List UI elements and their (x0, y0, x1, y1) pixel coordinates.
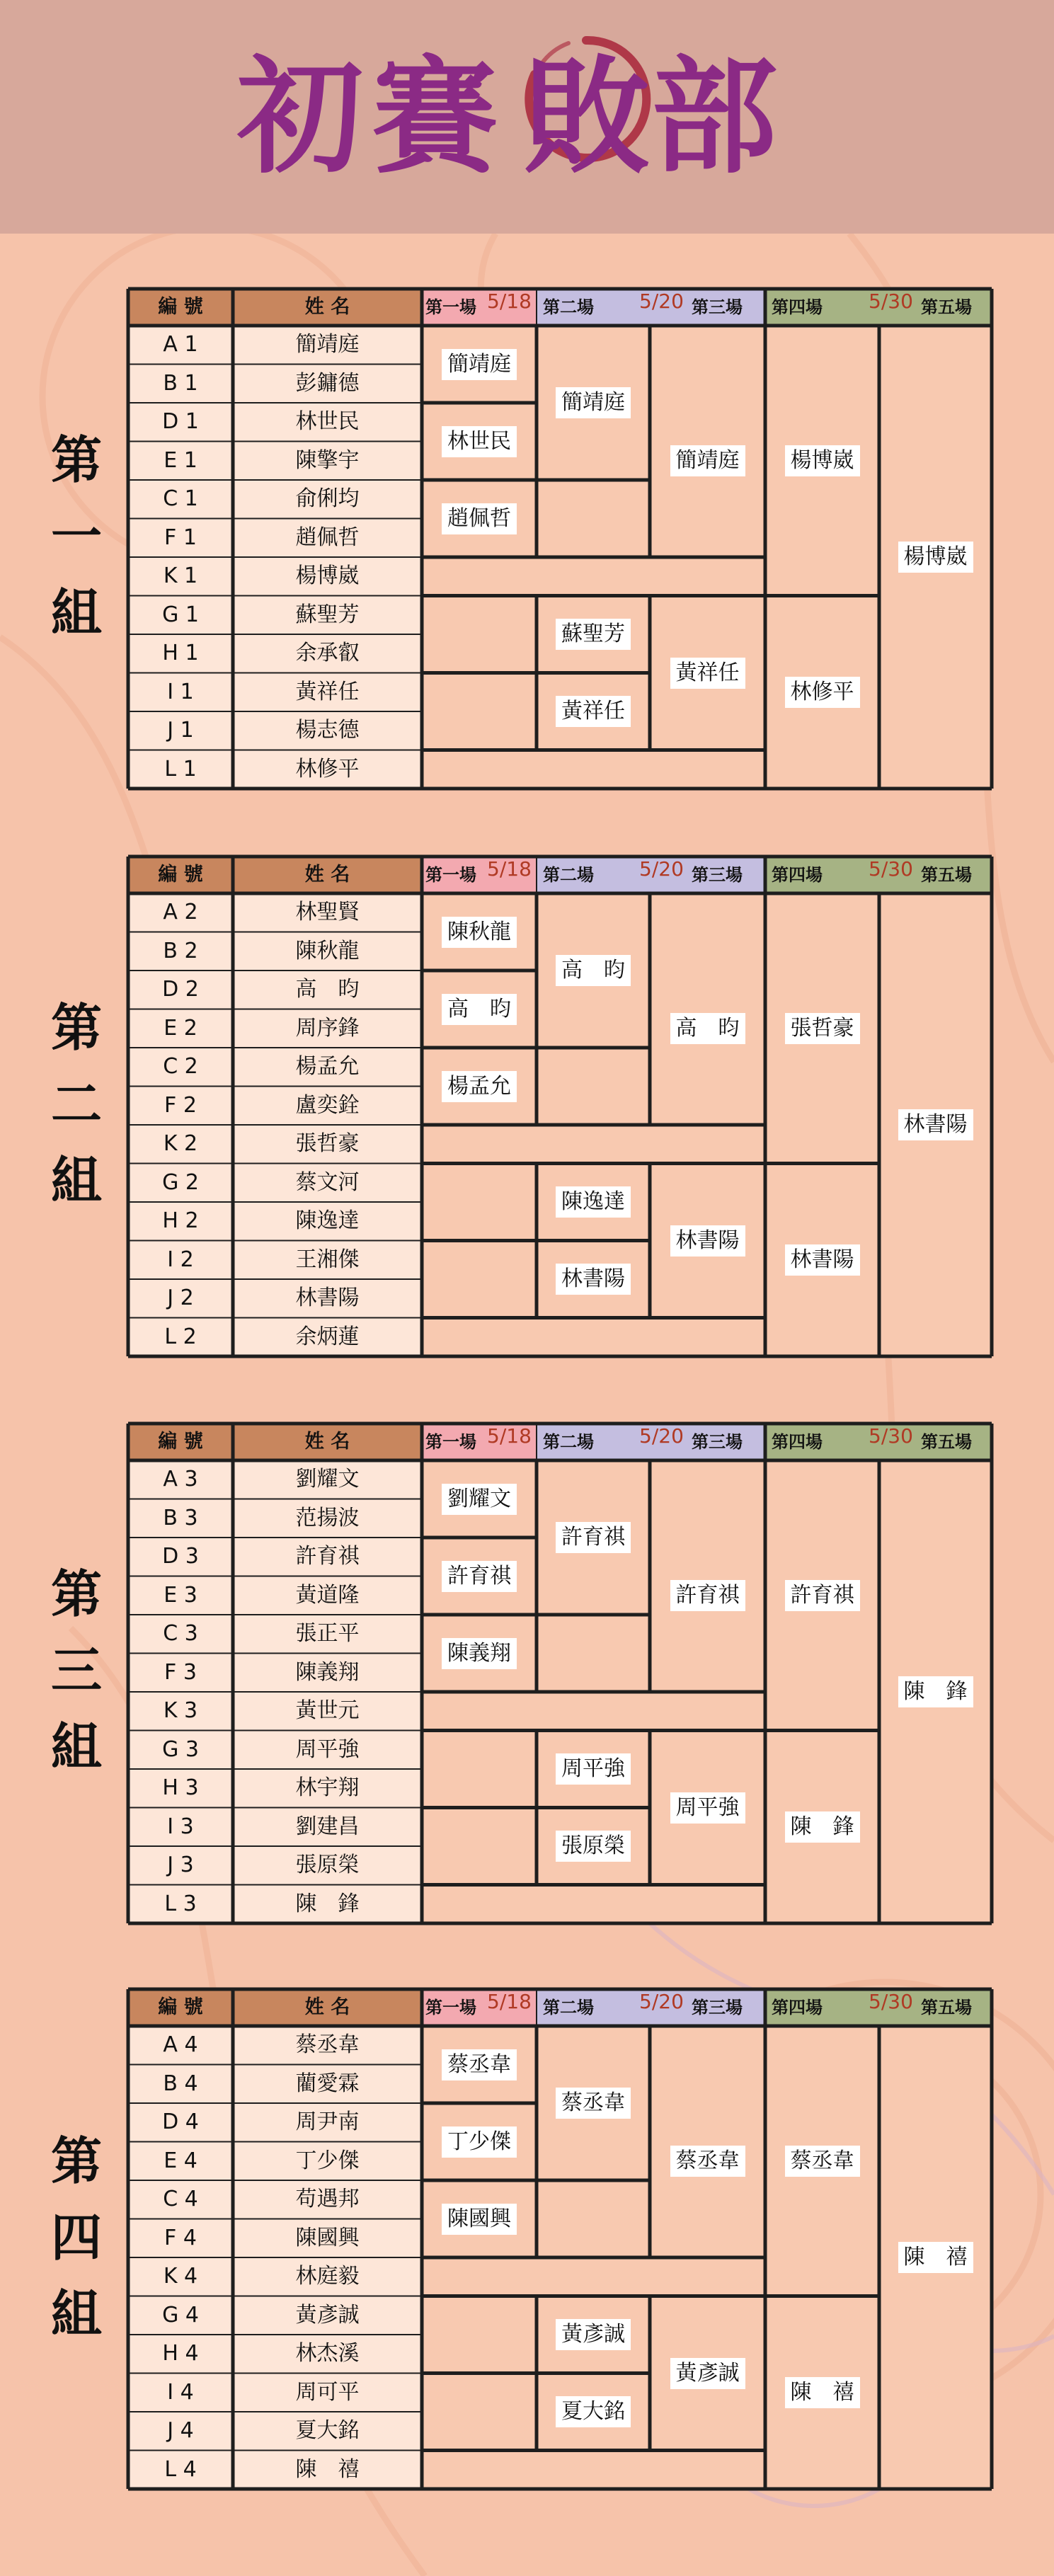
group-label-char: 二 (50, 1074, 102, 1134)
round1-winner: 許育祺 (442, 1561, 517, 1592)
player-name: 劉耀文 (295, 1467, 360, 1492)
player-code: B 1 (163, 370, 198, 396)
player-name: 周尹南 (295, 2110, 360, 2135)
header-code: 編 號 (158, 1431, 203, 1453)
header-code: 編 號 (158, 1996, 203, 2018)
player-code: A 3 (163, 1467, 198, 1492)
header-code: 編 號 (158, 296, 203, 318)
player-code: J 2 (167, 1286, 194, 1311)
player-name: 余炳蓮 (295, 1324, 360, 1349)
header-round4: 第四場 (772, 1998, 823, 2017)
round2-winner: 蔡丞韋 (556, 2088, 631, 2119)
header-round1-date: 5/18 (487, 290, 532, 313)
round2-winner: 林書陽 (556, 1264, 631, 1295)
round4-winner: 張哲豪 (785, 1013, 860, 1044)
round3-winner: 林書陽 (670, 1225, 745, 1256)
player-code: J 3 (167, 1853, 194, 1878)
player-code: G 1 (162, 602, 199, 627)
round1-winner: 林世民 (442, 426, 517, 457)
round3-winner: 黃彥誠 (670, 2358, 745, 2389)
player-code: F 1 (164, 525, 197, 550)
group-label-char: 組 (50, 1150, 102, 1210)
round1-winner: 陳義翔 (442, 1638, 517, 1669)
player-code: L 4 (164, 2456, 197, 2482)
player-code: C 1 (163, 486, 198, 512)
player-code: K 3 (163, 1698, 198, 1724)
round3-winner: 簡靖庭 (670, 445, 745, 476)
player-name: 黃祥任 (295, 679, 360, 704)
header-round4: 第四場 (772, 865, 823, 885)
player-code: B 4 (163, 2071, 198, 2096)
round1-winner: 陳秋龍 (442, 917, 517, 948)
header-round4: 第四場 (772, 1432, 823, 1452)
player-code: I 1 (167, 679, 194, 704)
player-name: 彭鏞德 (295, 370, 360, 396)
round2-winner: 張原榮 (556, 1831, 631, 1862)
player-code: D 4 (162, 2110, 199, 2135)
player-name: 王湘傑 (295, 1247, 360, 1272)
player-code: I 2 (167, 1247, 194, 1272)
header-round1-date: 5/18 (487, 1990, 532, 2013)
group-label-char: 組 (50, 583, 102, 643)
player-code: E 2 (164, 1015, 197, 1041)
group-label-char: 第 (50, 430, 102, 490)
header-round2: 第二場 (543, 1998, 594, 2017)
round2-winner: 夏大銘 (556, 2396, 631, 2427)
player-name: 林世民 (295, 409, 360, 435)
header-round45-date: 5/30 (869, 857, 913, 881)
round4-winner: 楊博崴 (785, 445, 860, 476)
header-name: 姓 名 (304, 1996, 350, 2018)
player-code: C 3 (163, 1621, 198, 1647)
header-round1: 第一場 (425, 1998, 476, 2017)
player-name: 陳 鋒 (295, 1891, 360, 1916)
title-char: 部 (651, 42, 777, 190)
player-code: A 1 (163, 332, 198, 357)
player-name: 苟遇邦 (295, 2187, 360, 2212)
header-round23-date: 5/20 (639, 290, 684, 313)
round4-winner: 許育祺 (785, 1580, 860, 1611)
player-name: 俞俐均 (295, 486, 360, 512)
player-code: F 2 (164, 1092, 197, 1118)
player-code: G 3 (162, 1736, 199, 1762)
header-round2: 第二場 (543, 865, 594, 885)
player-code: D 2 (162, 977, 199, 1002)
player-name: 黃道隆 (295, 1582, 360, 1608)
header-round45-date: 5/30 (869, 290, 913, 313)
round3-winner: 高 昀 (670, 1013, 745, 1044)
player-code: E 4 (164, 2148, 197, 2173)
bracket-table (126, 287, 990, 789)
player-code: E 3 (164, 1582, 197, 1608)
player-code: E 1 (164, 447, 197, 473)
header-round5: 第五場 (921, 1432, 972, 1452)
round2-winner: 許育祺 (556, 1522, 631, 1553)
title-char: 賽 (372, 42, 498, 190)
player-code: F 4 (164, 2225, 197, 2250)
player-code: A 2 (163, 900, 198, 925)
player-code: D 3 (162, 1544, 199, 1569)
round1-winner: 趙佩哲 (442, 503, 517, 534)
player-name: 簡靖庭 (295, 332, 360, 357)
round5-winner: 楊博崴 (898, 542, 973, 573)
player-name: 蔡文河 (295, 1169, 360, 1195)
player-name: 周序鋒 (295, 1015, 360, 1041)
round2-winner: 周平強 (556, 1753, 631, 1785)
round4-winner: 陳 禧 (785, 2377, 860, 2408)
round3-winner: 黃祥任 (670, 658, 745, 689)
player-code: C 4 (163, 2187, 198, 2212)
player-name: 周可平 (295, 2379, 360, 2405)
player-name: 林庭毅 (295, 2264, 360, 2289)
header-round3: 第三場 (692, 1432, 743, 1452)
round2-winner: 簡靖庭 (556, 387, 631, 418)
title-char: 初 (237, 42, 363, 190)
player-name: 陳擎宇 (295, 447, 360, 473)
round4-winner: 陳 鋒 (785, 1811, 860, 1843)
player-code: I 3 (167, 1814, 194, 1839)
player-name: 黃彥誠 (295, 2302, 360, 2328)
player-name: 陳 禧 (295, 2456, 360, 2482)
header-name: 姓 名 (304, 864, 350, 886)
player-code: H 4 (162, 2341, 199, 2366)
player-code: L 3 (164, 1891, 197, 1916)
group-label-char: 組 (50, 1717, 102, 1777)
round3-winner: 許育祺 (670, 1580, 745, 1611)
header-code: 編 號 (158, 864, 203, 886)
round2-winner: 黃彥誠 (556, 2319, 631, 2350)
player-name: 盧奕銓 (295, 1092, 360, 1118)
player-name: 張正平 (295, 1621, 360, 1647)
bracket-table (126, 1421, 990, 1924)
player-name: 高 昀 (295, 977, 360, 1002)
round4-winner: 林書陽 (785, 1244, 860, 1276)
player-name: 林杰溪 (295, 2341, 360, 2366)
header-name: 姓 名 (304, 296, 350, 318)
header-round1: 第一場 (425, 297, 476, 317)
round1-winner: 楊孟允 (442, 1071, 517, 1102)
player-code: H 2 (162, 1208, 199, 1234)
header-round45-date: 5/30 (869, 1424, 913, 1448)
round1-winner: 簡靖庭 (442, 349, 517, 380)
round2-winner: 蘇聖芳 (556, 619, 631, 650)
header-round2: 第二場 (543, 297, 594, 317)
player-name: 范揚波 (295, 1505, 360, 1530)
player-code: L 1 (164, 756, 197, 782)
player-name: 林修平 (295, 756, 360, 782)
player-name: 陳義翔 (295, 1659, 360, 1685)
header-round1-date: 5/18 (487, 1424, 532, 1448)
round3-winner: 蔡丞韋 (670, 2146, 745, 2177)
round1-winner: 蔡丞韋 (442, 2049, 517, 2080)
group-label-char: 第 (50, 1564, 102, 1624)
round2-winner: 高 昀 (556, 955, 631, 986)
round1-winner: 高 昀 (442, 994, 517, 1025)
player-name: 楊志德 (295, 718, 360, 743)
title-char: 敗 (524, 42, 650, 190)
header-round1: 第一場 (425, 865, 476, 885)
round5-winner: 陳 鋒 (898, 1676, 973, 1707)
group-label-char: 組 (50, 2284, 102, 2344)
player-code: B 2 (163, 938, 198, 963)
round1-winner: 劉耀文 (442, 1484, 517, 1515)
player-code: L 2 (164, 1324, 197, 1349)
player-name: 陳秋龍 (295, 938, 360, 963)
group-label-char: 四 (50, 2207, 102, 2267)
group-label-char: 一 (50, 506, 102, 566)
header-round1-date: 5/18 (487, 857, 532, 881)
player-name: 夏大銘 (295, 2418, 360, 2444)
header-round2: 第二場 (543, 1432, 594, 1452)
player-name: 陳國興 (295, 2225, 360, 2250)
header-round1: 第一場 (425, 1432, 476, 1452)
player-name: 許育祺 (295, 1544, 360, 1569)
player-name: 周平強 (295, 1736, 360, 1762)
header-round45-date: 5/30 (869, 1990, 913, 2013)
header-round5: 第五場 (921, 297, 972, 317)
header-round23-date: 5/20 (639, 1424, 684, 1448)
player-name: 林宇翔 (295, 1775, 360, 1801)
player-name: 陳逸達 (295, 1208, 360, 1234)
page-title (0, 39, 1054, 195)
player-code: K 4 (163, 2264, 198, 2289)
header-round23-date: 5/20 (639, 857, 684, 881)
bracket-table (126, 854, 990, 1357)
round1-winner: 陳國興 (442, 2204, 517, 2235)
player-code: I 4 (167, 2379, 194, 2405)
round1-winner: 丁少傑 (442, 2126, 517, 2158)
round2-winner: 黃祥任 (556, 696, 631, 727)
header-round5: 第五場 (921, 865, 972, 885)
player-name: 林聖賢 (295, 900, 360, 925)
player-name: 張哲豪 (295, 1131, 360, 1157)
player-code: H 1 (162, 641, 199, 666)
player-code: J 1 (167, 718, 194, 743)
round4-winner: 林修平 (785, 677, 860, 708)
player-name: 余承叡 (295, 641, 360, 666)
player-name: 林書陽 (295, 1286, 360, 1311)
header-round3: 第三場 (692, 1998, 743, 2017)
player-code: K 2 (163, 1131, 198, 1157)
header-round4: 第四場 (772, 297, 823, 317)
group-label-char: 第 (50, 2131, 102, 2191)
player-name: 劉建昌 (295, 1814, 360, 1839)
header-round23-date: 5/20 (639, 1990, 684, 2013)
player-code: B 3 (163, 1505, 198, 1530)
player-code: D 1 (162, 409, 199, 435)
player-code: G 2 (162, 1169, 199, 1195)
player-name: 丁少傑 (295, 2148, 360, 2173)
player-code: H 3 (162, 1775, 199, 1801)
header-round5: 第五場 (921, 1998, 972, 2017)
bracket-table (126, 1987, 990, 2490)
player-name: 蔡丞韋 (295, 2032, 360, 2058)
header-round3: 第三場 (692, 865, 743, 885)
player-name: 蘇聖芳 (295, 602, 360, 627)
player-code: C 2 (163, 1054, 198, 1080)
player-name: 楊博崴 (295, 563, 360, 589)
group-label-char: 第 (50, 997, 102, 1058)
round3-winner: 周平強 (670, 1792, 745, 1824)
player-name: 黃世元 (295, 1698, 360, 1724)
player-code: K 1 (163, 563, 198, 589)
player-code: F 3 (164, 1659, 197, 1685)
player-name: 張原榮 (295, 1853, 360, 1878)
player-code: A 4 (163, 2032, 198, 2058)
player-name: 藺愛霖 (295, 2071, 360, 2096)
round2-winner: 陳逸達 (556, 1186, 631, 1218)
header-name: 姓 名 (304, 1431, 350, 1453)
header-round3: 第三場 (692, 297, 743, 317)
player-name: 趙佩哲 (295, 525, 360, 550)
player-code: G 4 (162, 2302, 199, 2328)
group-label-char: 三 (50, 1640, 102, 1700)
round4-winner: 蔡丞韋 (785, 2146, 860, 2177)
round5-winner: 林書陽 (898, 1109, 973, 1140)
player-name: 楊孟允 (295, 1054, 360, 1080)
player-code: J 4 (167, 2418, 194, 2444)
round5-winner: 陳 禧 (898, 2242, 973, 2273)
